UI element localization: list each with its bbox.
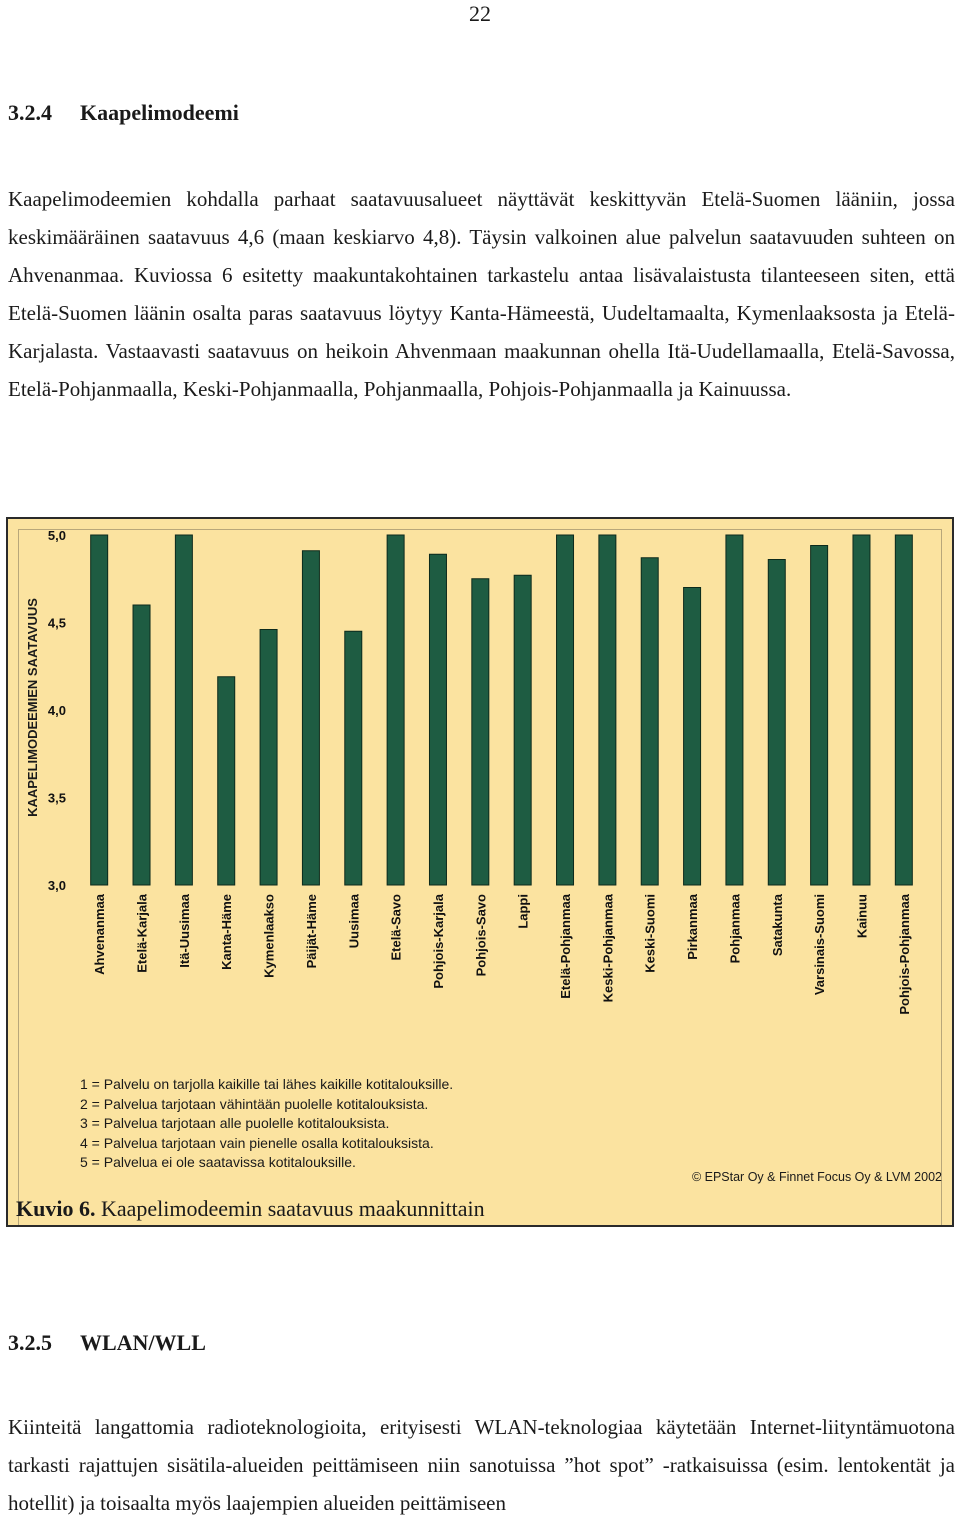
bar [387, 535, 404, 885]
bar [726, 535, 743, 885]
bar [302, 551, 319, 885]
y-tick-label: 3,0 [47, 878, 66, 893]
bar [345, 631, 362, 885]
bar [557, 535, 574, 885]
bar [599, 535, 616, 885]
x-tick-label: Varsinais-Suomi [812, 894, 828, 996]
bar [260, 630, 277, 886]
bar [429, 554, 446, 885]
x-tick-label: Satakunta [769, 894, 785, 957]
legend-note: 4 = Palvelua tarjotaan vain pienelle osalla kotitalouksista. [80, 1134, 434, 1151]
bar [641, 558, 658, 885]
bar [853, 535, 870, 885]
y-axis-label: KAAPELIMODEEMIEN SAATAVUUS [25, 598, 40, 817]
y-tick-label: 4,0 [47, 703, 66, 718]
legend-note: 5 = Palvelua ei ole saatavissa kotitalouksille. [80, 1154, 356, 1170]
x-tick-label: Päijät-Häme [303, 894, 319, 969]
legend-note: 1 = Palvelu on tarjolla kaikille tai lähes kaikille kotitalouksille. [80, 1076, 454, 1092]
x-tick-label: Kanta-Häme [219, 894, 235, 970]
bar [768, 560, 785, 886]
x-tick-label: Kymenlaakso [261, 894, 277, 978]
legend-note: 3 = Palvelua tarjotaan alle puolelle kotitalouksista. [80, 1115, 390, 1131]
y-tick-label: 4,5 [47, 615, 66, 631]
caption-text: Kaapelimodeemin saatavuus maakunnittain [95, 1196, 485, 1221]
bar [811, 546, 828, 886]
x-tick-label: Keski-Pohjanmaa [600, 894, 616, 1003]
x-tick-label: Pohjois-Karjala [430, 894, 446, 989]
x-tick-label: Etelä-Karjala [134, 894, 150, 973]
x-tick-label: Pirkanmaa [685, 894, 701, 960]
section-title: WLAN/WLL [80, 1330, 206, 1355]
x-tick-label: Keski-Suomi [642, 894, 658, 973]
x-tick-label: Lappi [515, 894, 531, 929]
figure-caption [16, 1196, 485, 1222]
y-tick-label: 5,0 [47, 528, 66, 543]
body-paragraph: Kaapelimodeemien kohdalla parhaat saatavuusalueet näyttävät keskittyvän Etelä-Suomen lääniin, jossa keskimääräinen saatavuus 4,6 (maan keskiarvo 4,8). Täysin valkoinen alue palvelun saatavuuden suhteen on Ahvenanmaa. Kuviossa 6 esitetty maakuntakohtainen tarkastelu antaa lisävalaistusta tilanteeseen siten, että Etelä-Suomen läänin osalta paras saatavuus löytyy Kanta-Hämeestä, Uudeltamaalta, Kymenlaaksosta ja Etelä-Karjalasta. Vastaavasti saatavuus on heikoin Ahvenmaan maakunnan ohella Itä-Uudellamaalla, Etelä-Savossa, Etelä-Pohjanmaalla, Keski-Pohjanmaalla, Pohjanmaalla, Pohjois-Pohjanmaalla ja Kainuussa. [8, 187, 955, 401]
bar [472, 579, 489, 885]
bar [175, 535, 192, 885]
section-number: 3.2.5 [8, 1330, 52, 1355]
x-tick-label: Pohjanmaa [727, 894, 743, 964]
x-tick-label: Uusimaa [346, 894, 362, 949]
page-number: 22 [469, 1, 491, 26]
bar [684, 588, 701, 886]
x-tick-label: Kainuu [854, 894, 870, 939]
section-title: Kaapelimodeemi [80, 100, 239, 125]
caption-label: Kuvio 6. [16, 1196, 96, 1221]
x-tick-label: Etelä-Pohjanmaa [558, 894, 574, 999]
x-tick-label: Ahvenanmaa [92, 894, 108, 975]
x-tick-label: Pohjois-Pohjanmaa [896, 893, 912, 1015]
x-tick-label: Itä-Uusimaa [176, 894, 192, 968]
x-tick-label: Pohjois-Savo [473, 894, 489, 977]
y-axis-label-container [22, 585, 44, 830]
legend-note: 2 = Palvelua tarjotaan vähintään puolelle kotitalouksista. [80, 1095, 429, 1112]
bar [895, 535, 912, 885]
section-heading [8, 1330, 206, 1356]
bar [133, 605, 150, 885]
figure-legend-notes [80, 1075, 453, 1173]
x-tick-label: Etelä-Savo [388, 894, 404, 961]
body-paragraph: Kiinteitä langattomia radioteknologioita, erityisesti WLAN-teknologiaa käytetään Internet-liityntämuotona tarkasti rajattujen sisätila-alueiden peittämiseen niin sanotuissa ”hot spot” -ratkaisuissa (esim. lentokentät ja hotellit) ja toisaalta myös laajempien alueiden peittämiseen [8, 1415, 955, 1515]
y-tick-label: 3,5 [47, 790, 66, 806]
bar [218, 677, 235, 885]
bar [91, 535, 108, 885]
section-number: 3.2.4 [8, 100, 52, 125]
figure-copyright: © EPStar Oy & Finnet Focus Oy & LVM 2002 [691, 1170, 942, 1184]
bar [514, 575, 531, 885]
